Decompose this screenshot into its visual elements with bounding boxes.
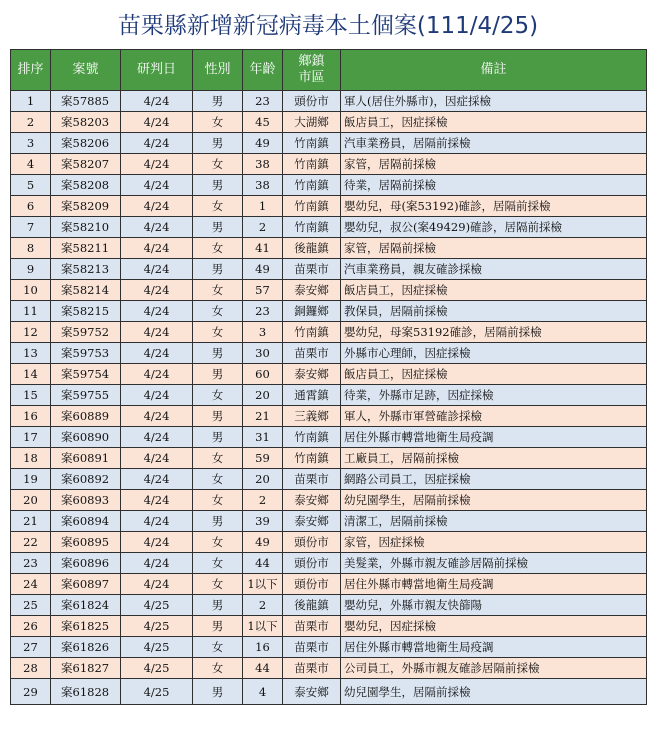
cell-order: 23: [11, 553, 51, 574]
table-row: [11, 259, 647, 280]
cell-sex: 女: [193, 553, 243, 574]
cell-district: 後龍鎮: [283, 238, 341, 259]
cell-district: 苗栗市: [283, 658, 341, 679]
cell-district: 泰安鄉: [283, 679, 341, 705]
cell-district: 苗栗市: [283, 343, 341, 364]
cell-order: 16: [11, 406, 51, 427]
cell-order: 9: [11, 259, 51, 280]
cell-remarks: 汽車業務員，親友確診採檢: [341, 259, 647, 280]
cell-order: 14: [11, 364, 51, 385]
cell-diagnosis-date: 4/25: [121, 679, 193, 705]
table-row: [11, 658, 647, 679]
cell-sex: 女: [193, 322, 243, 343]
cell-case-number: 案61827: [51, 658, 121, 679]
cell-sex: 女: [193, 637, 243, 658]
cell-sex: 女: [193, 574, 243, 595]
cell-age: 30: [243, 343, 283, 364]
cell-diagnosis-date: 4/24: [121, 448, 193, 469]
cell-district: 苗栗市: [283, 469, 341, 490]
cell-remarks: 軍人(居住外縣市)，因症採檢: [341, 91, 647, 112]
cell-remarks: 居住外縣市轉當地衛生局疫調: [341, 574, 647, 595]
cell-sex: 女: [193, 112, 243, 133]
cell-age: 1以下: [243, 616, 283, 637]
table-row: [11, 385, 647, 406]
cell-case-number: 案59752: [51, 322, 121, 343]
cell-sex: 女: [193, 280, 243, 301]
cell-age: 57: [243, 280, 283, 301]
cell-remarks: 家管，居隔前採檢: [341, 238, 647, 259]
table-row: [11, 532, 647, 553]
cell-remarks: 嬰幼兒，外縣市親友快篩陽: [341, 595, 647, 616]
table-row: [11, 301, 647, 322]
cell-district: 大湖鄉: [283, 112, 341, 133]
cell-diagnosis-date: 4/24: [121, 133, 193, 154]
cell-age: 49: [243, 259, 283, 280]
header-order: 排序: [11, 50, 51, 91]
cell-diagnosis-date: 4/25: [121, 595, 193, 616]
table-row: [11, 175, 647, 196]
cell-district: 竹南鎮: [283, 448, 341, 469]
cell-order: 24: [11, 574, 51, 595]
table-row: [11, 322, 647, 343]
cell-sex: 女: [193, 532, 243, 553]
cell-order: 15: [11, 385, 51, 406]
cell-age: 2: [243, 490, 283, 511]
cell-case-number: 案58209: [51, 196, 121, 217]
cell-case-number: 案60893: [51, 490, 121, 511]
cell-age: 1以下: [243, 574, 283, 595]
cell-age: 44: [243, 553, 283, 574]
table-row: [11, 217, 647, 238]
cell-order: 18: [11, 448, 51, 469]
cell-age: 38: [243, 175, 283, 196]
cell-sex: 男: [193, 616, 243, 637]
cell-case-number: 案58214: [51, 280, 121, 301]
cell-order: 11: [11, 301, 51, 322]
cell-order: 10: [11, 280, 51, 301]
cell-order: 7: [11, 217, 51, 238]
cell-case-number: 案59755: [51, 385, 121, 406]
cell-age: 60: [243, 364, 283, 385]
cell-case-number: 案58213: [51, 259, 121, 280]
cell-remarks: 美髮業，外縣市親友確診居隔前採檢: [341, 553, 647, 574]
cell-sex: 女: [193, 154, 243, 175]
cell-order: 6: [11, 196, 51, 217]
cell-diagnosis-date: 4/24: [121, 175, 193, 196]
cell-age: 20: [243, 385, 283, 406]
cell-remarks: 幼兒園學生，居隔前採檢: [341, 490, 647, 511]
cell-diagnosis-date: 4/24: [121, 196, 193, 217]
page-title: 苗栗縣新增新冠病毒本土個案(111/4/25): [117, 13, 539, 39]
cell-sex: 女: [193, 301, 243, 322]
table-body: [11, 91, 647, 705]
cell-age: 49: [243, 532, 283, 553]
cell-case-number: 案58208: [51, 175, 121, 196]
cell-sex: 男: [193, 427, 243, 448]
cell-district: 竹南鎮: [283, 175, 341, 196]
cell-diagnosis-date: 4/24: [121, 343, 193, 364]
cell-diagnosis-date: 4/24: [121, 511, 193, 532]
cell-age: 38: [243, 154, 283, 175]
cell-sex: 男: [193, 175, 243, 196]
cell-remarks: 幼兒園學生，居隔前採檢: [341, 679, 647, 705]
cell-sex: 男: [193, 91, 243, 112]
cell-district: 竹南鎮: [283, 322, 341, 343]
cell-diagnosis-date: 4/24: [121, 469, 193, 490]
table-row: [11, 112, 647, 133]
cell-district: 後龍鎮: [283, 595, 341, 616]
cell-case-number: 案60896: [51, 553, 121, 574]
cell-district: 泰安鄉: [283, 511, 341, 532]
cell-case-number: 案60892: [51, 469, 121, 490]
cell-order: 25: [11, 595, 51, 616]
table-row: [11, 364, 647, 385]
cell-remarks: 家管，因症採檢: [341, 532, 647, 553]
cell-age: 16: [243, 637, 283, 658]
cell-remarks: 公司員工，外縣市親友確診居隔前採檢: [341, 658, 647, 679]
header-remarks: 備註: [341, 50, 647, 91]
cell-age: 59: [243, 448, 283, 469]
cell-case-number: 案61828: [51, 679, 121, 705]
cell-diagnosis-date: 4/24: [121, 553, 193, 574]
cell-district: 竹南鎮: [283, 217, 341, 238]
cell-case-number: 案57885: [51, 91, 121, 112]
cell-district: 竹南鎮: [283, 427, 341, 448]
cell-diagnosis-date: 4/24: [121, 154, 193, 175]
table-row: [11, 91, 647, 112]
cell-case-number: 案58215: [51, 301, 121, 322]
cell-order: 20: [11, 490, 51, 511]
cell-diagnosis-date: 4/24: [121, 301, 193, 322]
cell-case-number: 案58206: [51, 133, 121, 154]
cell-district: 通霄鎮: [283, 385, 341, 406]
cell-remarks: 飯店員工，因症採檢: [341, 280, 647, 301]
cell-remarks: 飯店員工，因症採檢: [341, 364, 647, 385]
cell-remarks: 教保員，居隔前採檢: [341, 301, 647, 322]
cell-case-number: 案58211: [51, 238, 121, 259]
cell-case-number: 案58210: [51, 217, 121, 238]
cell-diagnosis-date: 4/24: [121, 490, 193, 511]
cell-sex: 女: [193, 490, 243, 511]
cell-sex: 女: [193, 448, 243, 469]
table-row: [11, 154, 647, 175]
table-row: [11, 679, 647, 705]
cell-district: 竹南鎮: [283, 154, 341, 175]
table-row: [11, 406, 647, 427]
cell-order: 29: [11, 679, 51, 705]
cell-district: 苗栗市: [283, 616, 341, 637]
cell-sex: 女: [193, 196, 243, 217]
cell-case-number: 案60897: [51, 574, 121, 595]
cell-age: 31: [243, 427, 283, 448]
cell-order: 3: [11, 133, 51, 154]
cell-sex: 男: [193, 595, 243, 616]
cell-age: 3: [243, 322, 283, 343]
cell-order: 12: [11, 322, 51, 343]
cell-age: 44: [243, 658, 283, 679]
cell-order: 2: [11, 112, 51, 133]
cell-sex: 男: [193, 217, 243, 238]
cell-remarks: 清潔工，居隔前採檢: [341, 511, 647, 532]
cell-district: 竹南鎮: [283, 133, 341, 154]
cell-remarks: 嬰幼兒，母案53192確診，居隔前採檢: [341, 322, 647, 343]
cell-case-number: 案61824: [51, 595, 121, 616]
table-row: [11, 343, 647, 364]
cell-order: 13: [11, 343, 51, 364]
cell-order: 4: [11, 154, 51, 175]
header-case-number: 案號: [51, 50, 121, 91]
cell-diagnosis-date: 4/25: [121, 637, 193, 658]
cell-sex: 男: [193, 259, 243, 280]
cell-district: 泰安鄉: [283, 490, 341, 511]
table-row: [11, 280, 647, 301]
cell-district: 頭份市: [283, 574, 341, 595]
table-row: [11, 448, 647, 469]
cell-sex: 女: [193, 469, 243, 490]
header-diagnosis-date: 研判日: [121, 50, 193, 91]
cell-case-number: 案59754: [51, 364, 121, 385]
cell-age: 39: [243, 511, 283, 532]
cell-remarks: 待業，外縣市足跡，因症採檢: [341, 385, 647, 406]
cell-order: 19: [11, 469, 51, 490]
cell-sex: 男: [193, 364, 243, 385]
table-row: [11, 133, 647, 154]
cell-remarks: 軍人，外縣市軍營確診採檢: [341, 406, 647, 427]
cell-age: 23: [243, 301, 283, 322]
cell-diagnosis-date: 4/24: [121, 238, 193, 259]
cell-case-number: 案60889: [51, 406, 121, 427]
cell-remarks: 嬰幼兒，因症採檢: [341, 616, 647, 637]
cell-remarks: 居住外縣市轉當地衛生局疫調: [341, 427, 647, 448]
cell-case-number: 案60890: [51, 427, 121, 448]
table-row: [11, 616, 647, 637]
header-row: [11, 50, 647, 91]
cell-sex: 男: [193, 679, 243, 705]
cell-age: 21: [243, 406, 283, 427]
cell-order: 8: [11, 238, 51, 259]
cell-remarks: 待業，居隔前採檢: [341, 175, 647, 196]
table-row: [11, 490, 647, 511]
cell-diagnosis-date: 4/24: [121, 217, 193, 238]
cell-diagnosis-date: 4/24: [121, 259, 193, 280]
cell-order: 1: [11, 91, 51, 112]
cell-remarks: 汽車業務員，居隔前採檢: [341, 133, 647, 154]
cell-order: 22: [11, 532, 51, 553]
cell-remarks: 嬰幼兒，母(案53192)確診，居隔前採檢: [341, 196, 647, 217]
cell-district: 泰安鄉: [283, 364, 341, 385]
header-age: 年齡: [243, 50, 283, 91]
cell-diagnosis-date: 4/24: [121, 322, 193, 343]
table-row: [11, 595, 647, 616]
cell-sex: 男: [193, 343, 243, 364]
table-row: [11, 238, 647, 259]
cell-district: 頭份市: [283, 553, 341, 574]
cell-diagnosis-date: 4/25: [121, 616, 193, 637]
header-district: [283, 50, 341, 91]
cell-sex: 男: [193, 133, 243, 154]
cell-case-number: 案59753: [51, 343, 121, 364]
cell-remarks: 飯店員工，因症採檢: [341, 112, 647, 133]
cell-age: 41: [243, 238, 283, 259]
cell-diagnosis-date: 4/24: [121, 532, 193, 553]
cell-district: 銅鑼鄉: [283, 301, 341, 322]
cell-diagnosis-date: 4/24: [121, 427, 193, 448]
cell-case-number: 案61825: [51, 616, 121, 637]
cell-order: 26: [11, 616, 51, 637]
cell-case-number: 案60891: [51, 448, 121, 469]
table-row: [11, 196, 647, 217]
cell-age: 4: [243, 679, 283, 705]
table-row: [11, 553, 647, 574]
cell-case-number: 案60895: [51, 532, 121, 553]
cell-case-number: 案60894: [51, 511, 121, 532]
table-row: [11, 574, 647, 595]
cell-diagnosis-date: 4/25: [121, 658, 193, 679]
table-row: [11, 427, 647, 448]
cell-case-number: 案61826: [51, 637, 121, 658]
table-row: [11, 637, 647, 658]
cell-order: 28: [11, 658, 51, 679]
cell-diagnosis-date: 4/24: [121, 112, 193, 133]
cell-remarks: 嬰幼兒，叔公(案49429)確診，居隔前採檢: [341, 217, 647, 238]
cell-district: 苗栗市: [283, 259, 341, 280]
table-row: [11, 469, 647, 490]
cell-case-number: 案58207: [51, 154, 121, 175]
cell-remarks: 外縣市心理師，因症採檢: [341, 343, 647, 364]
cell-diagnosis-date: 4/24: [121, 406, 193, 427]
cell-age: 23: [243, 91, 283, 112]
cell-case-number: 案58203: [51, 112, 121, 133]
cell-district: 苗栗市: [283, 637, 341, 658]
cell-diagnosis-date: 4/24: [121, 280, 193, 301]
cell-diagnosis-date: 4/24: [121, 574, 193, 595]
cell-order: 5: [11, 175, 51, 196]
cell-order: 17: [11, 427, 51, 448]
cell-age: 20: [243, 469, 283, 490]
cell-age: 45: [243, 112, 283, 133]
cell-age: 1: [243, 196, 283, 217]
cell-remarks: 工廠員工，居隔前採檢: [341, 448, 647, 469]
cell-remarks: 居住外縣市轉當地衛生局疫調: [341, 637, 647, 658]
cell-sex: 女: [193, 238, 243, 259]
cell-district: 頭份市: [283, 532, 341, 553]
cell-district: 竹南鎮: [283, 196, 341, 217]
header-district-label: 鄉鎮市區: [298, 54, 325, 85]
cell-sex: 女: [193, 658, 243, 679]
cell-sex: 女: [193, 385, 243, 406]
cell-diagnosis-date: 4/24: [121, 385, 193, 406]
cell-remarks: 家管，居隔前採檢: [341, 154, 647, 175]
cell-sex: 男: [193, 406, 243, 427]
cell-order: 21: [11, 511, 51, 532]
cell-age: 2: [243, 217, 283, 238]
header-sex: 性別: [193, 50, 243, 91]
cell-diagnosis-date: 4/24: [121, 91, 193, 112]
cell-remarks: 網路公司員工，因症採檢: [341, 469, 647, 490]
cell-diagnosis-date: 4/24: [121, 364, 193, 385]
cell-district: 泰安鄉: [283, 280, 341, 301]
cell-district: 頭份市: [283, 91, 341, 112]
cell-order: 27: [11, 637, 51, 658]
cell-age: 49: [243, 133, 283, 154]
table-row: [11, 511, 647, 532]
cell-age: 2: [243, 595, 283, 616]
cell-district: 三義鄉: [283, 406, 341, 427]
cases-table: [10, 49, 647, 705]
cell-sex: 男: [193, 511, 243, 532]
